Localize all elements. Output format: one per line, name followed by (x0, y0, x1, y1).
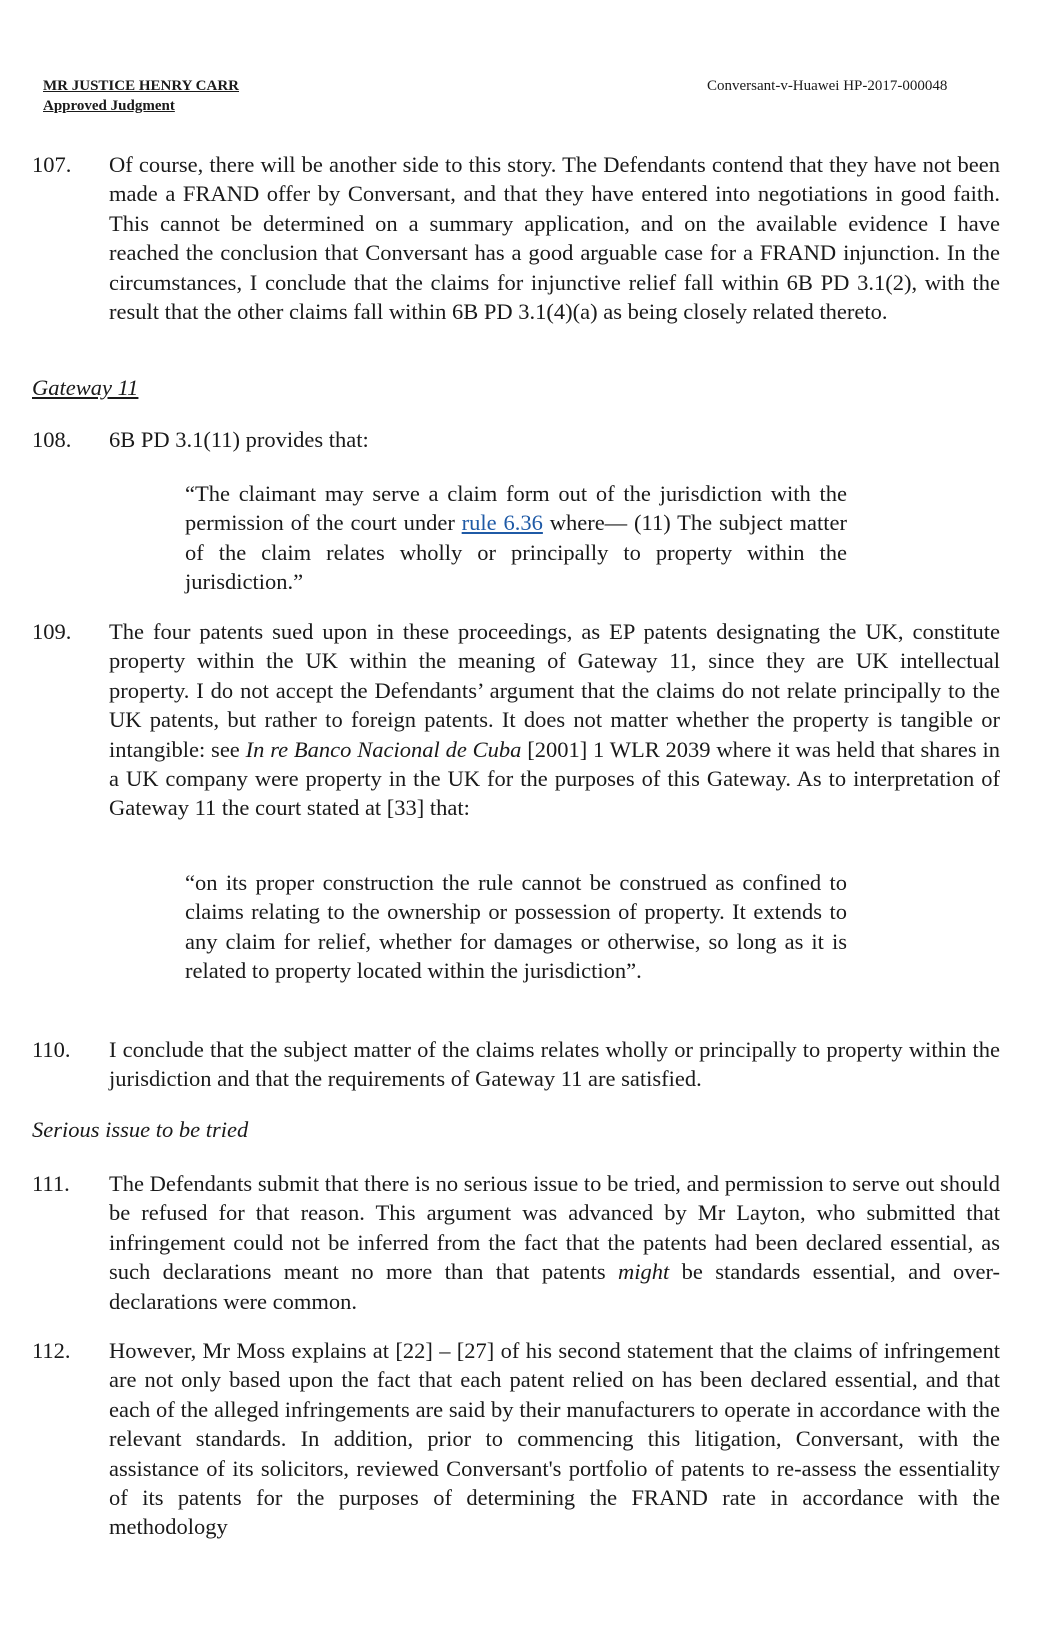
judge-name: MR JUSTICE HENRY CARR (43, 78, 240, 94)
paragraph-text: I conclude that the subject matter of the claims relates wholly or principally to property within the jurisdiction and that the requirements of Gateway 11 are satisfied. (109, 1037, 1000, 1092)
paragraph-number: 107. (32, 152, 72, 177)
case-reference: Conversant-v-Huawei HP-2017-000048 (707, 78, 948, 94)
rule-6-36-link[interactable]: rule 6.36 (461, 510, 543, 536)
paragraph-108 (32, 425, 1000, 454)
paragraph-text-part: [2001] 1 WLR 2039 where it was held that shares in a UK company were property in the UK for the purposes of this Gateway. As to interpretation of Gateway 11 the court stated at [33] that: (109, 736, 1001, 821)
running-header-left (43, 76, 239, 116)
quote-text: where— (11) The subject matter of the claim relates wholly or principally to property within the jurisdiction.” (185, 510, 847, 595)
paragraph-number: 108. (32, 427, 72, 452)
paragraph-number: 109. (32, 619, 72, 644)
paragraph-text (109, 1169, 1000, 1316)
emphasis: might (617, 1259, 670, 1285)
paragraph-text (109, 617, 1000, 823)
case-citation: In re Banco Nacional de Cuba (245, 736, 522, 762)
block-quote-court: “on its proper construction the rule cannot be construed as confined to claims relating to the ownership or possession of property. It extends to any claim for relief, whether for damages or otherwise, so long as it is related to property located within the jurisdiction”. (185, 870, 847, 984)
block-quote-cpr (185, 479, 847, 597)
quote-text: “The claimant may serve a claim form out of the jurisdiction with the permission of the court under (185, 481, 847, 536)
section-heading-gateway-11: Gateway 11 (32, 375, 139, 400)
paragraph-number: 110. (32, 1037, 71, 1062)
paragraph-112 (32, 1336, 1000, 1542)
paragraph-number: 111. (32, 1171, 70, 1196)
paragraph-110 (32, 1035, 1000, 1094)
paragraph-number: 112. (32, 1338, 71, 1363)
paragraph-text-part: The four patents sued upon in these proceedings, as EP patents designating the UK, constitute property within the UK within the meaning of Gateway 11, since they are UK intellectual property. I do not accept the Defendants’ argument that the claims do not relate principally to the UK patents, but rather to foreign patents. It does not matter whether the property is tangible or intangible: see (109, 619, 1000, 762)
paragraph-text-part: The Defendants submit that there is no serious issue to be tried, and permission to serve out should be refused for that reason. This argument was advanced by Mr Layton, who submitted that infringement could not be inferred from the fact that the patents had been declared essential, as such declarations meant no more than that patents (109, 1171, 1000, 1285)
paragraph-text: 6B PD 3.1(11) provides that: (109, 427, 369, 452)
paragraph-text-part: be standards essential, and over-declarations were common. (109, 1259, 1000, 1314)
section-heading-serious-issue: Serious issue to be tried (32, 1117, 249, 1142)
paragraph-text: Of course, there will be another side to this story. The Defendants contend that they have not been made a FRAND offer by Conversant, and that they have entered into negotiations in good faith. This cannot be determined on a summary application, and on the available evidence I have reached the conclusion that Conversant has a good arguable case for a FRAND injunction. In the circumstances, I conclude that the claims for injunctive relief fall within 6B PD 3.1(2), with the result that the other claims fall within 6B PD 3.1(4)(a) as being closely related thereto. (109, 152, 1000, 325)
paragraph-107 (32, 150, 1000, 326)
paragraph-109 (32, 617, 1000, 823)
paragraph-111 (32, 1169, 1000, 1316)
paragraph-text: However, Mr Moss explains at [22] – [27] of his second statement that the claims of infringement are not only based upon the fact that each patent relied on has been declared essential, and that each of the alleged infringements are said by their manufacturers to operate in accordance with the relevant standards. In addition, prior to commencing this litigation, Conversant, with the assistance of its solicitors, reviewed Conversant's portfolio of patents to re-assess the essentiality of its patents for the purposes of determining the FRAND rate in accordance with the methodology (109, 1338, 1000, 1540)
judgment-status: Approved Judgment (43, 98, 175, 114)
